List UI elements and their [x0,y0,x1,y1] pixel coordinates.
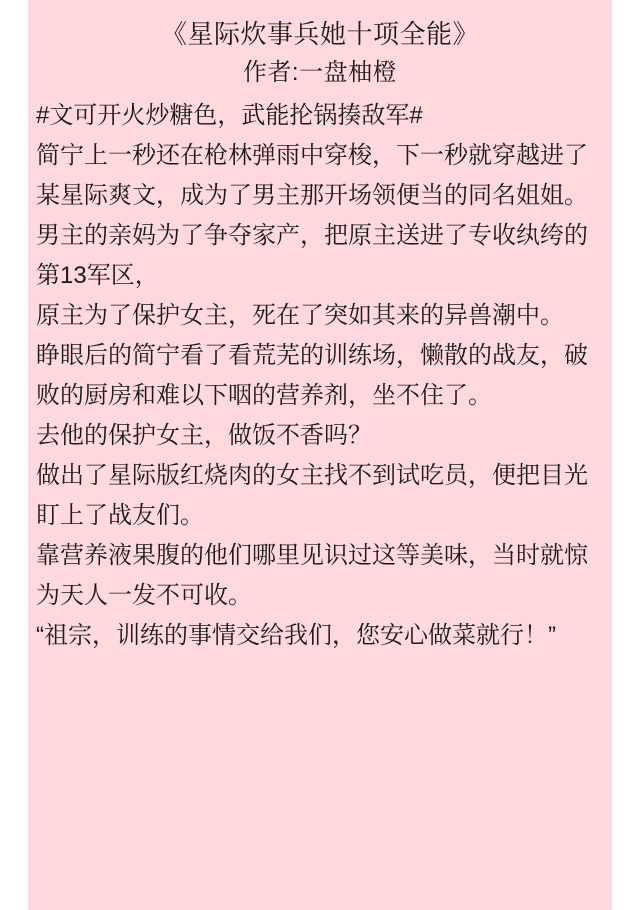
paragraph: 睁眼后的简宁看了看荒芜的训练场，懒散的战友，破败的厨房和难以下咽的营养剂，坐不住了。 [36,342,588,409]
synopsis-body [36,96,604,656]
paragraph: “祖宗，训练的事情交给我们，您安心做菜就行！” [36,622,556,649]
left-margin-band [0,0,28,910]
book-title: 《星际炊事兵她十项全能》 [160,19,479,49]
paragraph: 男主的亲妈为了争夺家产，把原主送进了专收纨绔的第13军区， [36,222,588,289]
paragraph: 去他的保护女主，做饭不香吗？ [36,422,372,449]
right-margin-band [612,0,640,910]
tagline-text: #文可开火炒糖色，武能抡锅揍敌军# [36,102,423,129]
paragraph: 做出了星际版红烧肉的女主找不到试吃员，便把目光盯上了战友们。 [36,462,588,529]
paragraph: 简宁上一秒还在枪林弹雨中穿梭，下一秒就穿越进了某星际爽文，成为了男主那开场领便当的同名姐姐。 [36,142,588,209]
paragraph: 原主为了保护女主，死在了突如其来的异兽潮中。 [36,302,564,329]
text-content-area [28,0,612,910]
book-author: 作者:一盘柚橙 [242,59,398,86]
paragraph: 靠营养液果腹的他们哪里见识过这等美味，当时就惊为天人一发不可收。 [36,542,588,609]
